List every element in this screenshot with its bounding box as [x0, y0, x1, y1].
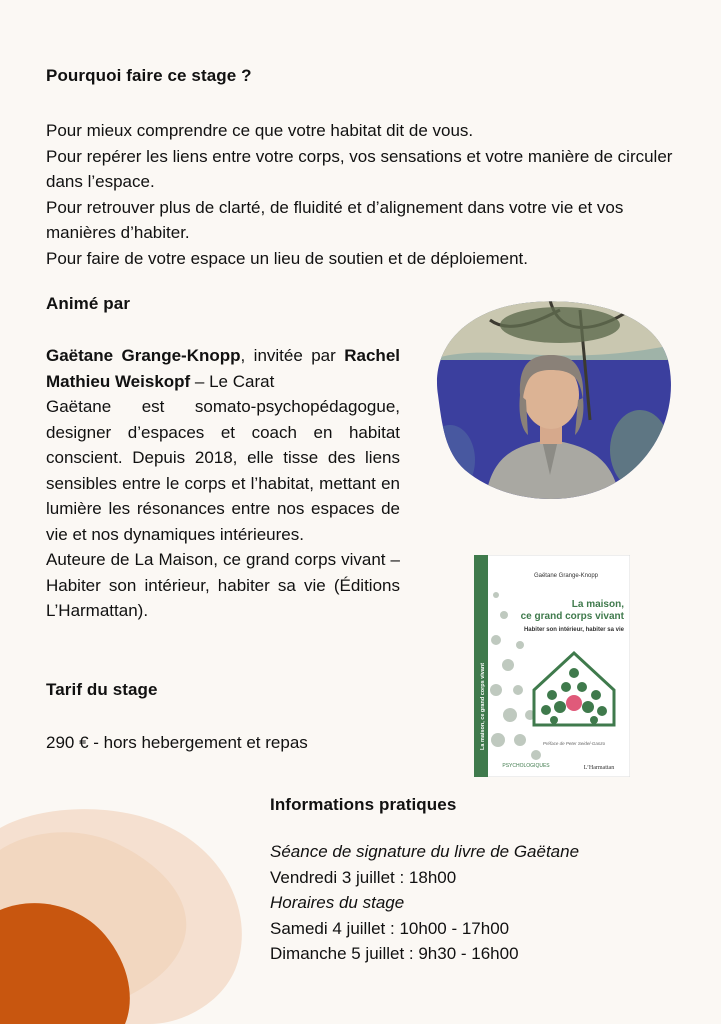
why-list — [46, 118, 686, 271]
why-line-1: Pour mieux comprendre ce que votre habitat dit de vous. — [46, 121, 474, 140]
info-hours-label-text: Horaires du stage — [270, 893, 405, 912]
host-inviter-suffix: – Le Carat — [190, 371, 275, 391]
info-signing-date: Vendredi 3 juillet : 18h00 — [270, 867, 457, 887]
host-inviter: Rachel Mathieu Weiskopf — [46, 346, 400, 391]
info-hours-label — [270, 890, 690, 916]
book-title-1: La maison, — [571, 599, 624, 610]
host-name: Gaëtane Grange-Knopp — [46, 346, 241, 365]
why-heading: Pourquoi faire ce stage ? — [46, 66, 252, 85]
info-heading: Informations pratiques — [270, 795, 457, 814]
why-line-3: Pour retrouver plus de clarté, de fluidité et d’alignement dans votre vie et vos manières d’habiter. — [46, 197, 624, 242]
book-spine-title: La maison, ce grand corps vivant — [480, 662, 486, 750]
host-heading: Animé par — [46, 294, 131, 313]
price-text: 290 € - hors hebergement et repas — [46, 733, 308, 752]
book-author: Gaëtane Grange-Knopp — [533, 573, 599, 579]
info-signing-label-text: Séance de signature du livre de Gaëtane — [270, 842, 580, 861]
book-title-2: ce grand corps vivant — [520, 611, 624, 622]
book-publisher: L’Harmattan — [583, 765, 615, 771]
portrait-photo — [430, 300, 672, 502]
info-day-1: Samedi 4 juillet : 10h00 - 17h00 — [270, 918, 510, 938]
book-preface: Préface de Peter Seidel-Ganzo — [542, 741, 606, 746]
info-section — [270, 795, 690, 967]
book-cover-image — [474, 555, 630, 777]
info-signing-label — [270, 839, 690, 865]
host-book-line: Auteure de La Maison, ce grand corps vivant – Habiter son intérieur, habiter sa vie (Éditions L’Harmattan). — [46, 550, 400, 620]
host-bio-text: Gaëtane est somato-psychopédagogue, designer d’espaces et coach en habitat conscient. Depuis 2018, elle tisse des liens sensibles entre le corps et l’habitat, mettant en lumière les résonances entre nos espaces de vie et nos dynamiques intérieures. — [46, 397, 400, 544]
why-line-2: Pour repérer les liens entre votre corps, vos sensations et votre manière de circuler dans l’espace. — [46, 146, 673, 191]
why-line-4: Pour faire de votre espace un lieu de soutien et de déploiement. — [46, 248, 528, 268]
info-day-2: Dimanche 5 juillet : 9h30 - 16h00 — [270, 944, 519, 963]
book-subtitle: Habiter son intérieur, habiter sa vie — [523, 627, 624, 633]
host-intro — [46, 343, 400, 394]
host-bio — [46, 343, 400, 624]
decorative-blob — [0, 800, 300, 1024]
host-invited-by: , invitée par — [240, 346, 336, 365]
book-series: PSYCHOLOGIQUES — [502, 763, 550, 769]
price-heading: Tarif du stage — [46, 680, 158, 699]
